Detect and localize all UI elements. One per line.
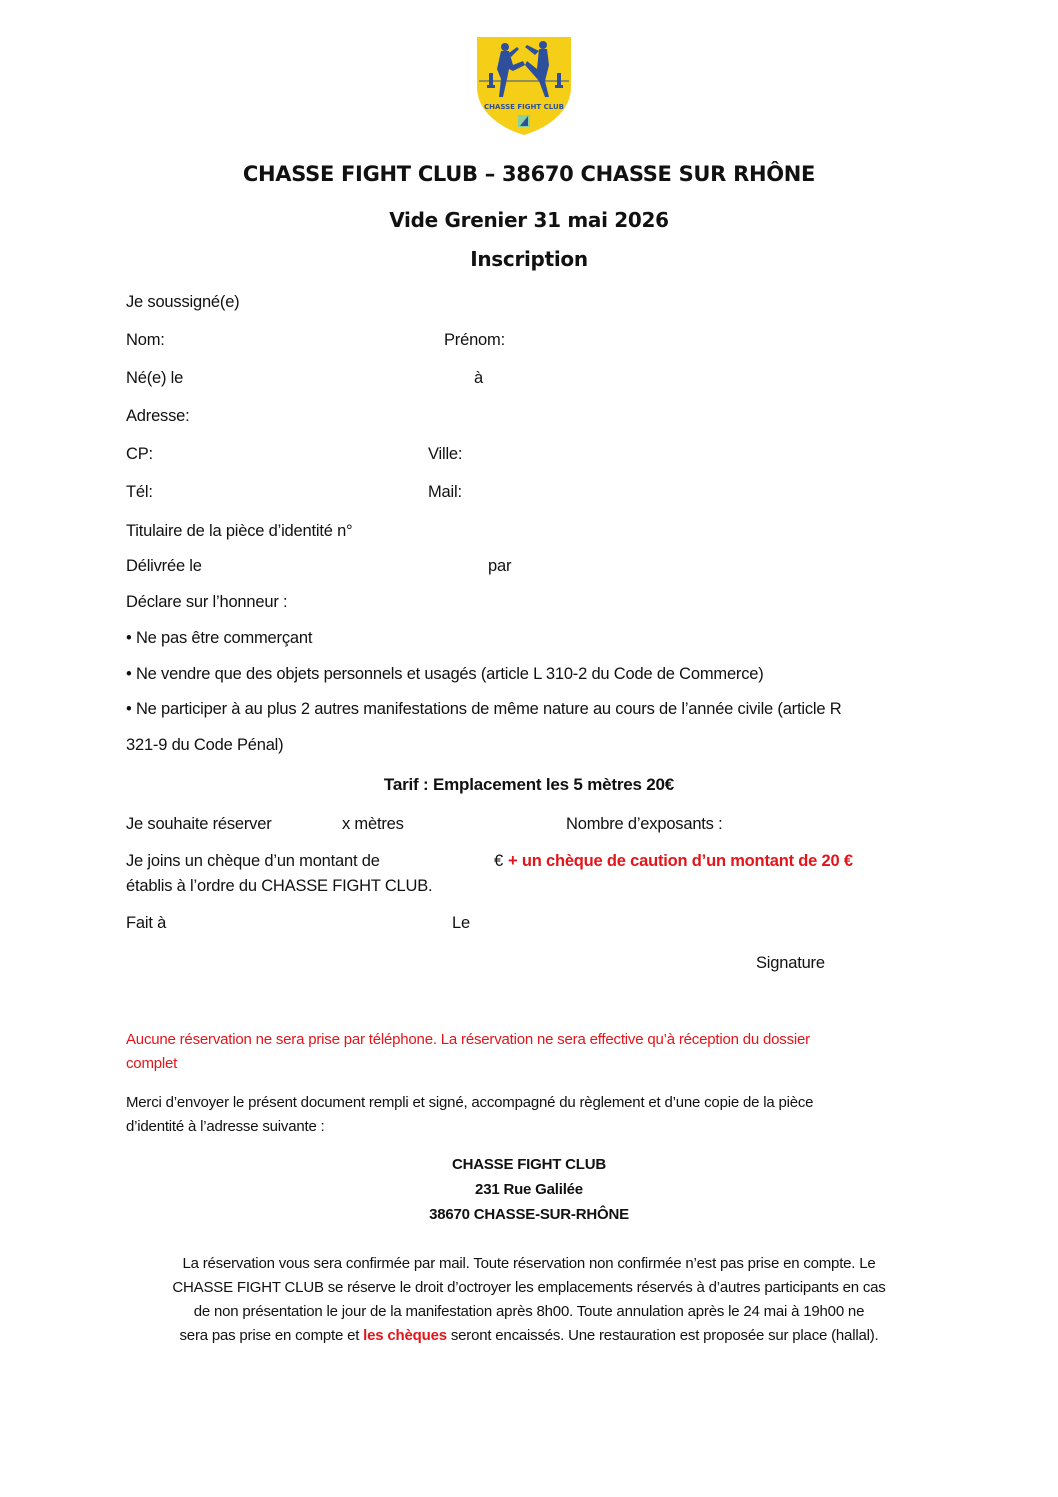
nom-label: Nom: bbox=[126, 331, 165, 349]
city-label: Ville: bbox=[428, 445, 463, 463]
issued-date-label: Délivrée le bbox=[126, 557, 202, 575]
intro-label: Je soussigné(e) bbox=[126, 293, 240, 311]
prenom-label: Prénom: bbox=[444, 331, 505, 349]
birthdate-label: Né(e) le bbox=[126, 369, 184, 387]
svg-text:CHASSE FIGHT CLUB: CHASSE FIGHT CLUB bbox=[484, 103, 564, 111]
declaration-item: • Ne pas être commerçant bbox=[126, 629, 313, 647]
id-number-label: Titulaire de la pièce d’identité n° bbox=[126, 522, 353, 540]
declaration-item-continued: 321-9 du Code Pénal) bbox=[126, 736, 284, 754]
tarif-heading: Tarif : Emplacement les 5 mètres 20€ bbox=[383, 775, 675, 794]
footer-text: de non présentation le jour de la manifestation après 8h00. Toute annulation après le 24 mai à 19h00 ne bbox=[193, 1303, 865, 1320]
footer-text: La réservation vous sera confirmée par mail. Toute réservation non confirmée n’est pas prise en compte. Le bbox=[182, 1255, 876, 1272]
footer-text-part: seront encaissés. Une restauration est proposée sur place (hallal). bbox=[446, 1327, 879, 1344]
mail-label: Mail: bbox=[428, 483, 462, 501]
cheques-highlight: les chèques bbox=[363, 1327, 447, 1344]
send-instructions: Merci d’envoyer le présent document rempli et signé, accompagné du règlement et d’une copie de la pièce bbox=[126, 1094, 814, 1111]
meters-label: x mètres bbox=[342, 815, 404, 833]
section-title: Inscription bbox=[470, 247, 588, 271]
cheque-label: Je joins un chèque d’un montant de bbox=[126, 852, 380, 870]
send-instructions-continued: d’identité à l’adresse suivante : bbox=[126, 1118, 325, 1135]
footer-text bbox=[0, 1326, 1058, 1346]
club-logo bbox=[473, 35, 575, 137]
footer-text: CHASSE FIGHT CLUB se réserve le droit d’octroyer les emplacements réservés à d’autres participants en cas bbox=[172, 1279, 886, 1296]
footer-text-part: sera pas prise en compte et bbox=[179, 1327, 364, 1344]
declaration-item: • Ne participer à au plus 2 autres manifestations de même nature au cours de l’année civile (article R bbox=[126, 700, 842, 718]
warning-note-continued: complet bbox=[126, 1055, 178, 1072]
date-label: Le bbox=[452, 914, 470, 932]
declaration-item: • Ne vendre que des objets personnels et usagés (article L 310-2 du Code de Commerce) bbox=[126, 665, 764, 683]
postcode-label: CP: bbox=[126, 445, 153, 463]
euro-label: € bbox=[494, 852, 503, 870]
shield-logo-icon bbox=[473, 35, 575, 137]
address-street: 231 Rue Galilée bbox=[475, 1181, 583, 1198]
reserve-label: Je souhaite réserver bbox=[126, 815, 272, 833]
address-label: Adresse: bbox=[126, 407, 190, 425]
exhibitors-label: Nombre d’exposants : bbox=[566, 815, 723, 833]
payee-label: établis à l’ordre du CHASSE FIGHT CLUB. bbox=[126, 877, 433, 895]
warning-note: Aucune réservation ne sera prise par téléphone. La réservation ne sera effective qu’à réception du dossier bbox=[126, 1031, 810, 1048]
birthplace-label: à bbox=[474, 369, 483, 387]
place-label: Fait à bbox=[126, 914, 167, 932]
deposit-note: + un chèque de caution d’un montant de 20 € bbox=[508, 852, 853, 870]
page-title: CHASSE FIGHT CLUB – 38670 CHASSE SUR RHÔNE bbox=[242, 162, 816, 186]
phone-label: Tél: bbox=[126, 483, 153, 501]
address-city: 38670 CHASSE-SUR-RHÔNE bbox=[429, 1206, 629, 1223]
address-name: CHASSE FIGHT CLUB bbox=[451, 1156, 607, 1173]
signature-label: Signature bbox=[756, 954, 825, 972]
issued-by-label: par bbox=[488, 557, 512, 575]
event-title: Vide Grenier 31 mai 2026 bbox=[389, 208, 669, 232]
declaration-label: Déclare sur l’honneur : bbox=[126, 593, 288, 611]
